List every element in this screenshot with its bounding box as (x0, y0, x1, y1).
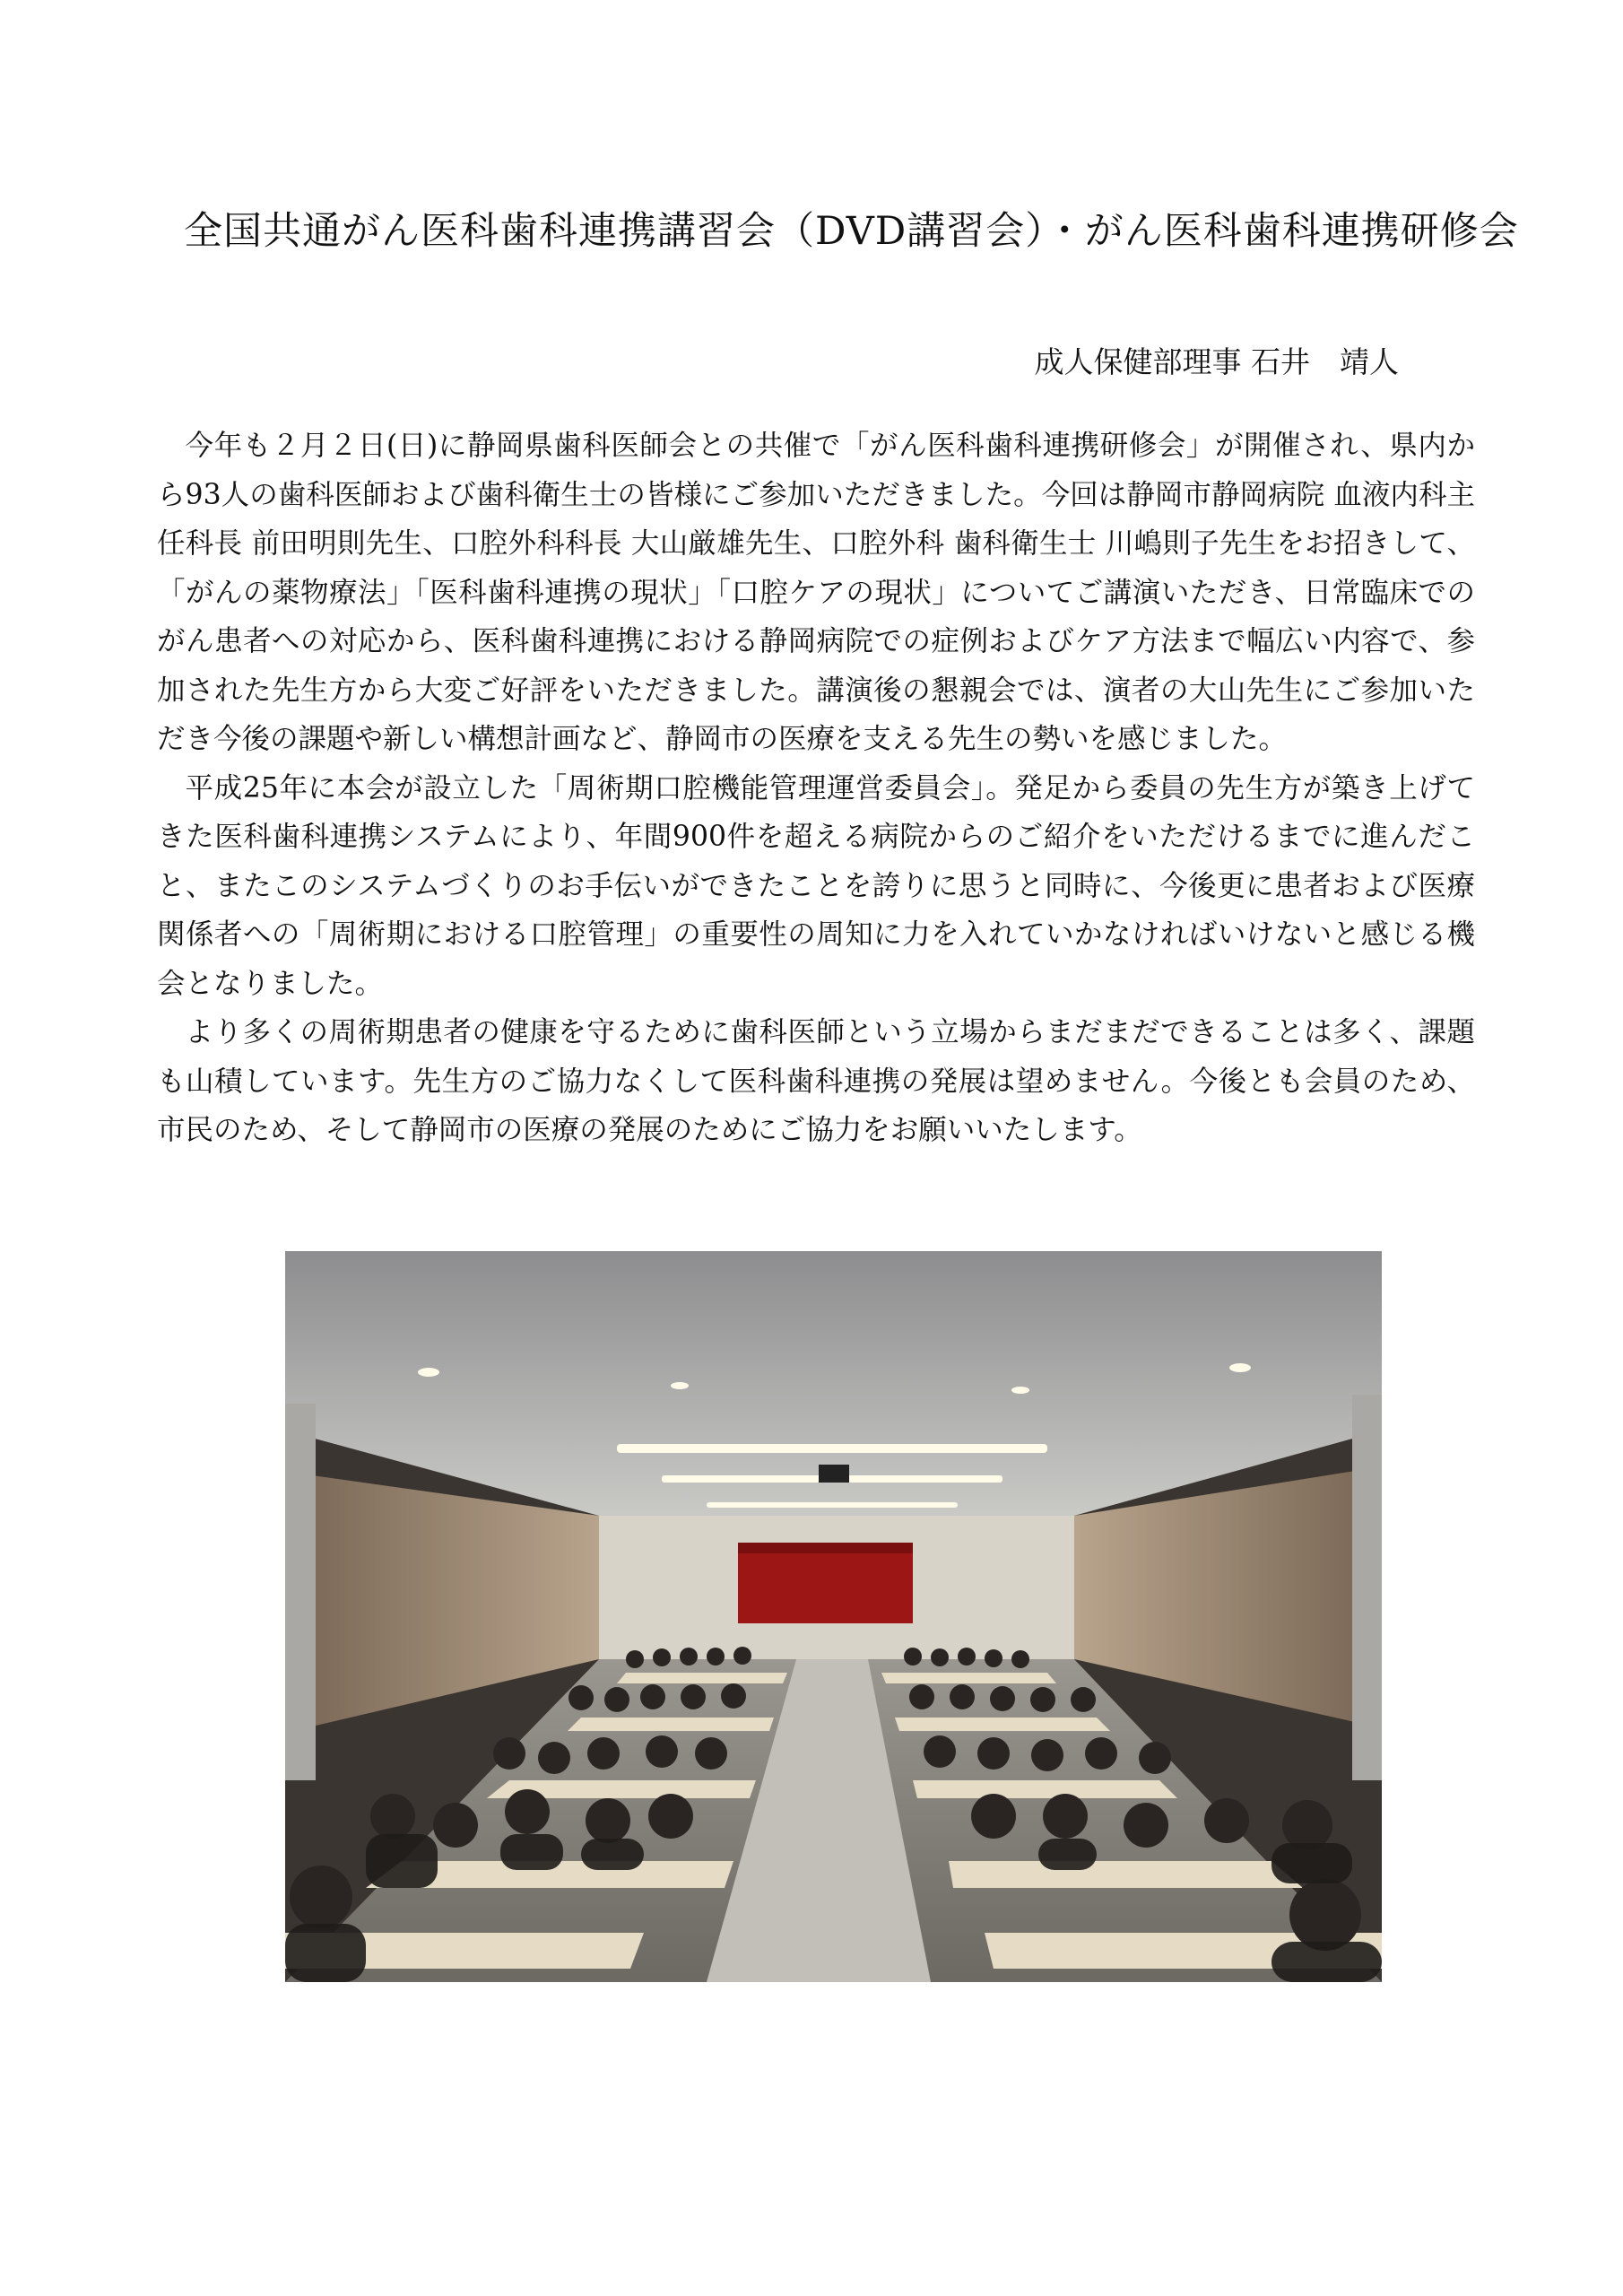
document-title: 全国共通がん医科歯科連携講習会（DVD講習会）・がん医科歯科連携研修会 (184, 209, 1519, 254)
article-body (157, 422, 1475, 1155)
seminar-hall-illustration (285, 1251, 1382, 1982)
seminar-hall-photo (285, 1251, 1382, 1982)
author-line: 成人保健部理事 石井 靖人 (1034, 344, 1399, 379)
paragraph: より多くの周術期患者の健康を守るために歯科医師という立場からまだまだできることは多く、課題も山積しています。先生方のご協力なくして医科歯科連携の発展は望めません。今後とも会員のため、市民のため、そして静岡市の医療の発展のためにご協力をお願いいたします。 (157, 1016, 1475, 1146)
paragraph: 今年も２月２日(日)に静岡県歯科医師会との共催で「がん医科歯科連携研修会」が開催され、県内から93人の歯科医師および歯科衛生士の皆様にご参加いただきました。今回は静岡市静岡病院 血液内科主任科長 前田明則先生、口腔外科科長 大山厳雄先生、口腔外科 歯科衛生士 川嶋則子先生をお招きして、「がんの薬物療法」「医科歯科連携の現状」「口腔ケアの現状」についてご講演いただき、日常臨床でのがん患者への対応から、医科歯科連携における静岡病院での症例およびケア方法まで幅広い内容で、参加された先生方から大変ご好評をいただきました。講演後の懇親会では、演者の大山先生にご参加いただき今後の課題や新しい構想計画など、静岡市の医療を支える先生の勢いを感じました。 (157, 430, 1475, 755)
paragraph: 平成25年に本会が設立した「周術期口腔機能管理運営委員会」。発足から委員の先生方が築き上げてきた医科歯科連携システムにより、年間900件を超える病院からのご紹介をいただけるまでに進んだこと、またこのシステムづくりのお手伝いができたことを誇りに思うと同時に、今後更に患者および医療関係者への「周術期における口腔管理」の重要性の周知に力を入れていかなければいけないと感じる機会となりました。 (157, 771, 1475, 1000)
